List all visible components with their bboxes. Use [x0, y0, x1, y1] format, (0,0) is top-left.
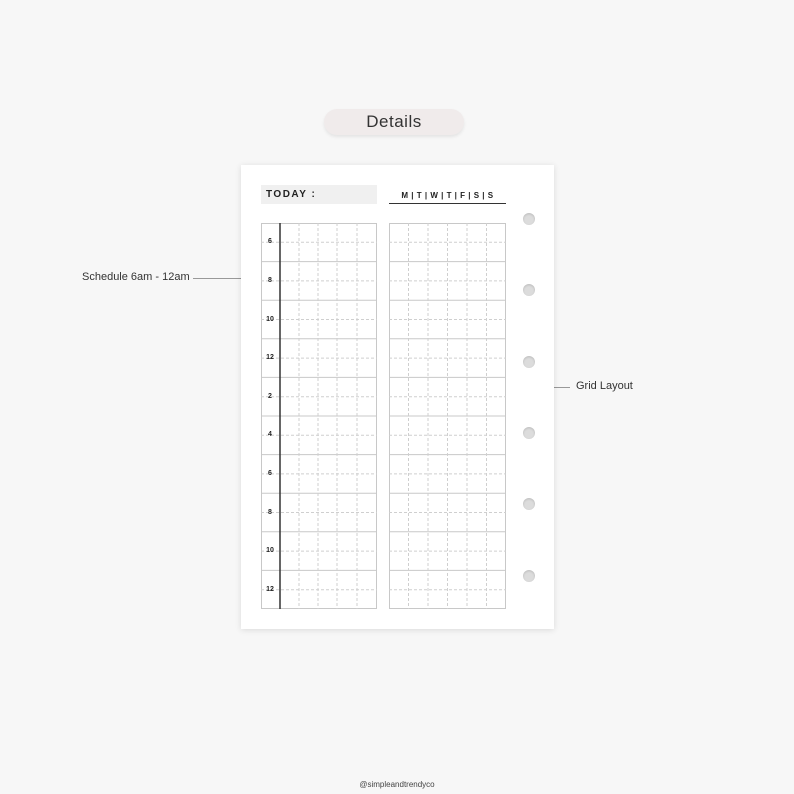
hour-label: 10	[266, 547, 274, 555]
notes-grid	[389, 223, 506, 609]
hour-label: 8	[268, 508, 272, 516]
hour-label: 6	[268, 469, 272, 477]
footer-handle: @simpleandtrendyco	[359, 780, 435, 789]
binder-hole-5	[523, 498, 535, 510]
schedule-callout: Schedule 6am - 12am	[82, 271, 190, 283]
binder-hole-6	[523, 570, 535, 582]
today-field: TODAY :	[261, 185, 377, 204]
hour-label: 8	[268, 276, 272, 284]
page-title: Details	[324, 109, 464, 135]
grid-callout: Grid Layout	[576, 380, 633, 392]
hour-label: 12	[266, 354, 274, 362]
notes-grid-lines	[389, 223, 506, 609]
binder-hole-2	[523, 284, 535, 296]
hour-label: 12	[266, 585, 274, 593]
hour-label: 6	[268, 238, 272, 246]
weekday-header: M | T | W | T | F | S | S	[389, 187, 506, 204]
binder-hole-3	[523, 356, 535, 368]
binder-hole-4	[523, 427, 535, 439]
binder-hole-1	[523, 213, 535, 225]
hour-label: 4	[268, 431, 272, 439]
hour-label: 2	[268, 392, 272, 400]
planner-page	[241, 165, 554, 629]
hour-label: 10	[266, 315, 274, 323]
